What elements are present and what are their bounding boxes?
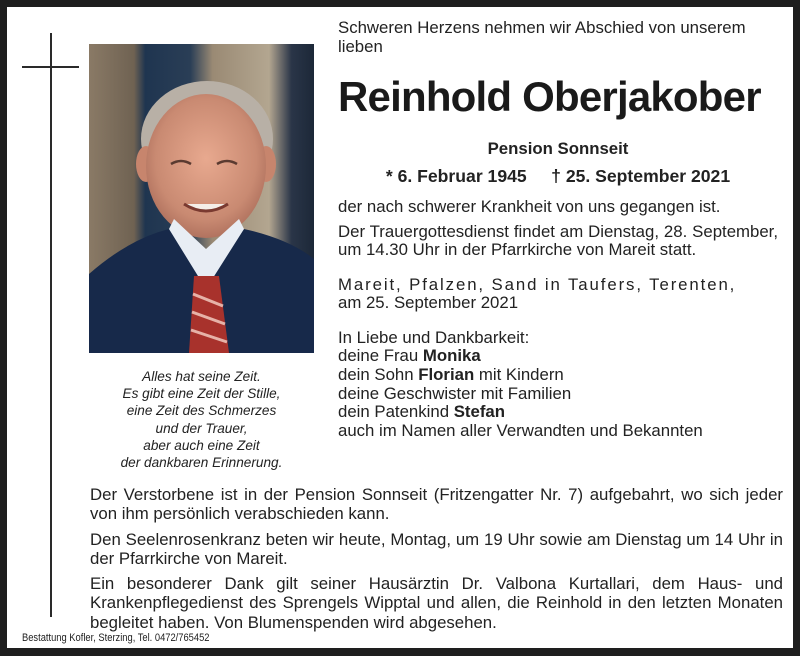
cross-icon-bar: [22, 66, 79, 68]
notice-viewing: Der Verstorbene ist in der Pension Sonnseit (Fritzengatter Nr. 7) aufgebahrt, wo sich jeder von ihm persönlich verabschieden kann.: [90, 485, 783, 524]
notices: [90, 485, 783, 638]
notice-rosary: Den Seelenrosenkranz beten wir heute, Montag, um 19 Uhr sowie am Dienstag um 14 Uhr in der Pfarrkirche von Mareit.: [90, 529, 783, 568]
quote-line: Es gibt eine Zeit der Stille,: [122, 386, 281, 402]
family-member: dein Patenkind Stefan: [338, 402, 505, 422]
announcement-column: [338, 19, 778, 441]
service-text: Der Trauergottesdienst findet am Dienstag, 28. September, um 14.30 Uhr in der Pfarrkirche von Mareit statt.: [338, 221, 778, 259]
places-line: Mareit, Pfalzen, Sand in Taufers, Terenten,: [338, 274, 737, 294]
funeral-home-credit: Bestattung Kofler, Sterzing, Tel. 0472/765452: [22, 632, 210, 644]
quote-line: Alles hat seine Zeit.: [142, 369, 261, 384]
quote-line: aber auch eine Zeit: [143, 437, 260, 453]
quote-line: eine Zeit des Schmerzes: [126, 403, 277, 419]
quote-line: und der Trauer,: [155, 420, 248, 436]
obituary-card: [7, 7, 793, 648]
family-heading: In Liebe und Dankbarkeit:: [338, 327, 530, 347]
deceased-name: Reinhold Oberjakober: [338, 73, 761, 120]
places-and-date: [338, 276, 778, 313]
passing-text: der nach schwerer Krankheit von uns gegangen ist.: [338, 197, 721, 216]
cross-icon: [50, 33, 52, 617]
family-member: auch im Namen aller Verwandten und Bekannten: [338, 421, 703, 441]
member-name: Florian: [418, 364, 475, 384]
notice-thanks: Ein besonderer Dank gilt seiner Hausärztin Dr. Valbona Kurtallari, dem Haus- und Krankenpflegedienst des Sprengels Wipptal und allen, die Reinhold in den letzten Monaten begleitet haben. Von Blumenspenden wird abgesehen.: [90, 574, 783, 632]
quote-line: der dankbaren Erinnerung.: [120, 455, 283, 471]
date-line: am 25. September 2021: [338, 293, 519, 312]
member-name: Monika: [422, 346, 481, 366]
family-member: dein Sohn Florian mit Kindern: [338, 364, 564, 384]
life-dates: [338, 166, 778, 186]
member-name: Stefan: [453, 402, 505, 422]
portrait-photo: [89, 44, 314, 353]
birth-date: * 6. Februar 1945: [385, 166, 527, 186]
family-list: [338, 329, 778, 441]
memorial-quote: [89, 368, 314, 471]
family-member: deine Frau Monika: [338, 346, 481, 366]
family-member: deine Geschwister mit Familien: [338, 383, 572, 403]
death-date: † 25. September 2021: [551, 166, 731, 186]
subtitle: Pension Sonnseit: [487, 139, 629, 158]
intro-text: Schweren Herzens nehmen wir Abschied von unserem lieben: [338, 18, 746, 56]
